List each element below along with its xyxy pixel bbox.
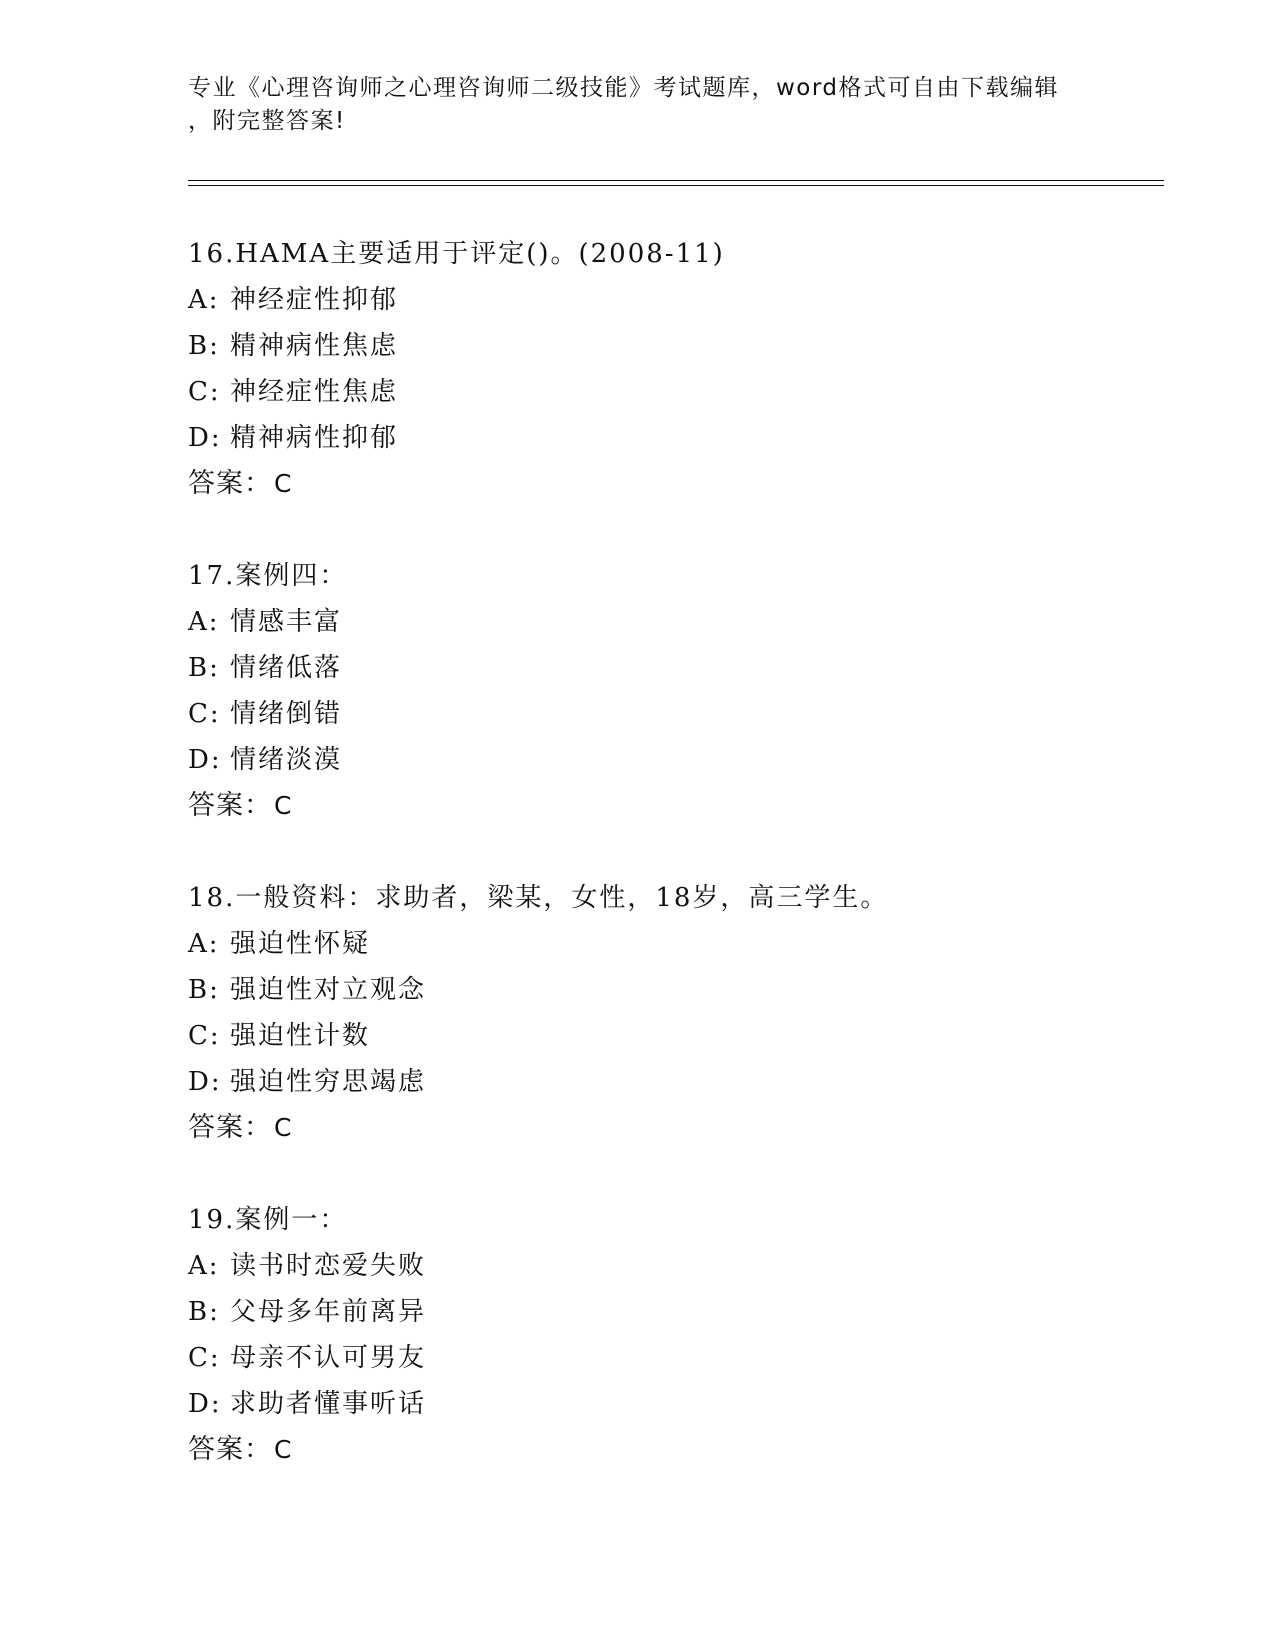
header-line-2: ，附完整答案! (188, 108, 346, 134)
answer-value: C (274, 1435, 293, 1464)
option-key: D: (188, 423, 222, 453)
answer-label: 答案： (188, 1112, 272, 1143)
option-key: C: (188, 1343, 221, 1373)
question-title: 19.案例一： (188, 1205, 348, 1235)
option-a (188, 1243, 1088, 1289)
option-text: 强迫性穷思竭虑 (230, 1067, 427, 1097)
option-key: A: (188, 1251, 220, 1281)
option-text: 神经症性焦虑 (230, 377, 399, 407)
option-c (188, 1013, 1088, 1059)
option-key: D: (188, 745, 222, 775)
question-16 (188, 231, 1088, 507)
answer-value: C (274, 791, 293, 820)
answer-label: 答案： (188, 468, 272, 499)
option-a (188, 921, 1088, 967)
option-key: A: (188, 929, 220, 959)
question-title: 17.案例四： (188, 561, 348, 591)
header-line-1: 专业《心理咨询师之心理咨询师二级技能》考试题库，word格式可自由下载编辑 (188, 75, 1060, 101)
option-key: A: (188, 607, 220, 637)
option-key: C: (188, 1021, 221, 1051)
option-a (188, 599, 1088, 645)
document-header (188, 72, 1088, 138)
option-text: 强迫性怀疑 (230, 929, 371, 959)
option-text: 读书时恋爱失败 (230, 1251, 427, 1281)
answer-line (188, 461, 1088, 507)
option-key: B: (188, 975, 220, 1005)
option-d (188, 1059, 1088, 1105)
option-text: 神经症性抑郁 (230, 285, 399, 315)
option-key: A: (188, 285, 220, 315)
option-c (188, 1335, 1088, 1381)
answer-value: C (274, 469, 293, 498)
option-key: C: (188, 699, 221, 729)
option-key: B: (188, 331, 220, 361)
option-key: D: (188, 1389, 222, 1419)
option-c (188, 691, 1088, 737)
option-text: 情绪倒错 (230, 699, 343, 729)
option-c (188, 369, 1088, 415)
header-divider (188, 180, 1164, 186)
option-text: 母亲不认可男友 (230, 1343, 427, 1373)
question-title: 16.HAMA主要适用于评定()。(2008-11) (188, 239, 725, 269)
option-a (188, 277, 1088, 323)
question-17 (188, 553, 1088, 829)
option-key: B: (188, 1297, 220, 1327)
question-19 (188, 1197, 1088, 1473)
option-text: 强迫性计数 (230, 1021, 371, 1051)
option-b (188, 967, 1088, 1013)
option-text: 求助者懂事听话 (230, 1389, 427, 1419)
option-d (188, 1381, 1088, 1427)
option-text: 强迫性对立观念 (230, 975, 427, 1005)
question-18 (188, 875, 1088, 1151)
option-d (188, 737, 1088, 783)
option-text: 情感丰富 (230, 607, 343, 637)
option-text: 情绪淡漠 (230, 745, 343, 775)
answer-line (188, 1427, 1088, 1473)
option-d (188, 415, 1088, 461)
option-b (188, 645, 1088, 691)
option-text: 精神病性焦虑 (230, 331, 399, 361)
answer-label: 答案： (188, 790, 272, 821)
question-title: 18.一般资料：求助者，梁某，女性，18岁，高三学生。 (188, 883, 889, 913)
answer-line (188, 783, 1088, 829)
option-key: C: (188, 377, 221, 407)
option-b (188, 1289, 1088, 1335)
answer-label: 答案： (188, 1434, 272, 1465)
option-text: 情绪低落 (230, 653, 343, 683)
option-key: D: (188, 1067, 222, 1097)
option-text: 精神病性抑郁 (230, 423, 399, 453)
option-b (188, 323, 1088, 369)
answer-line (188, 1105, 1088, 1151)
option-text: 父母多年前离异 (230, 1297, 427, 1327)
answer-value: C (274, 1113, 293, 1142)
option-key: B: (188, 653, 220, 683)
